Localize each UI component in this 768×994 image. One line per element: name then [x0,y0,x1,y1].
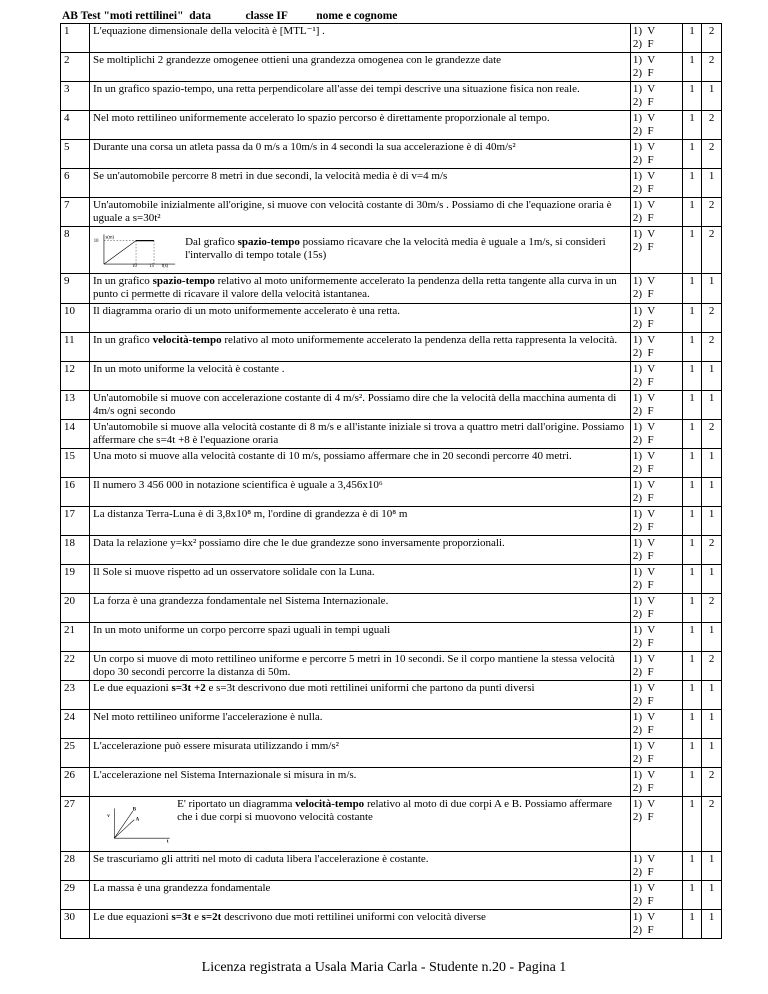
question-row [61,565,722,594]
question-number: 17 [61,507,90,536]
question-number: 24 [61,710,90,739]
answer-option[interactable]: 2) F [632,183,654,195]
answer-option[interactable]: 2) F [632,637,654,649]
question-text: Un'automobile si muove alla velocità costante di 8 m/s e all'istante iniziale si trova a quattro metri dall'origine. Possiamo affermare che s=4t +8 è l'equazione oraria [93,421,625,446]
question-number: 13 [61,391,90,420]
answer-option[interactable]: 1) V [632,112,656,124]
answer-option[interactable]: 1) V [632,170,656,182]
answer-option[interactable]: 2) F [632,811,654,823]
answer-option[interactable]: 2) F [632,212,654,224]
answer-options [630,797,682,852]
score-answer: 2 [702,536,722,565]
question-text-cell [90,24,631,53]
answer-option[interactable]: 1) V [632,305,656,317]
question-number: 11 [61,333,90,362]
question-text: In un grafico spazio-tempo, una retta perpendicolare all'asse dei tempi descrive una situazione fisica non reale. [93,83,580,95]
score-correct: 1 [682,881,702,910]
question-text: Un corpo si muove di moto rettilineo uniforme e percorre 5 metri in 10 secondi. Se il corpo mantiene la stessa velocità dopo 30 secondi percorre la distanza di 50m. [93,653,615,678]
question-row [61,623,722,652]
question-row [61,797,722,852]
answer-option[interactable]: 2) F [632,492,654,504]
answer-option[interactable]: 1) V [632,595,656,607]
answer-options [630,739,682,768]
question-text-cell [90,652,631,681]
question-text-cell [90,227,631,274]
answer-options [630,565,682,594]
question-text-cell [90,710,631,739]
answer-option[interactable]: 2) F [632,924,654,936]
score-answer: 2 [702,652,722,681]
score-correct: 1 [682,852,702,881]
question-number: 12 [61,362,90,391]
answer-option[interactable]: 2) F [632,608,654,620]
score-answer: 2 [702,797,722,852]
score-answer: 1 [702,507,722,536]
question-text-cell [90,82,631,111]
page-footer: Licenza registrata a Usala Maria Carla - Studente n.20 - Pagina 1 [201,960,567,975]
score-correct: 1 [682,140,702,169]
y-axis-label: s(m) [105,235,115,241]
answer-options [630,53,682,82]
answer-option[interactable]: 1) V [632,769,656,781]
score-answer: 1 [702,623,722,652]
score-answer: 1 [702,391,722,420]
score-answer: 2 [702,420,722,449]
question-number: 26 [61,768,90,797]
answer-option[interactable]: 2) F [632,866,654,878]
score-correct: 1 [682,82,702,111]
question-number: 10 [61,304,90,333]
score-answer: 1 [702,681,722,710]
answer-options [630,169,682,198]
answer-option[interactable]: 2) F [632,376,654,388]
question-text: Il numero 3 456 000 in notazione scientifica è uguale a 3,456x10⁶ [93,479,383,491]
answer-option[interactable]: 2) F [632,288,654,300]
question-row [61,594,722,623]
answer-options [630,24,682,53]
question-number: 15 [61,449,90,478]
question-text-cell [90,594,631,623]
answer-option[interactable]: 2) F [632,724,654,736]
score-correct: 1 [682,910,702,939]
score-correct: 1 [682,623,702,652]
score-answer: 1 [702,881,722,910]
answer-option[interactable]: 1) V [632,421,656,433]
answer-option[interactable]: 1) V [632,141,656,153]
answer-option[interactable]: 2) F [632,38,654,50]
answer-option[interactable]: 2) F [632,347,654,359]
velocity-time-graph [93,798,171,850]
score-correct: 1 [682,391,702,420]
score-answer: 1 [702,710,722,739]
question-text-cell [90,198,631,227]
score-answer: 1 [702,852,722,881]
question-text-cell [90,910,631,939]
question-text-cell [90,565,631,594]
score-correct: 1 [682,111,702,140]
question-text: Nel moto rettilineo uniformemente accelerato lo spazio percorso è direttamente proporzionale al tempo. [93,112,550,124]
question-text: Un'automobile inizialmente all'origine, si muove con velocità costante di 30m/s . Possiamo di che l'equazione oraria è uguale a s=30t² [93,199,612,224]
answer-option[interactable]: 1) V [632,83,656,95]
answer-options [630,304,682,333]
question-number: 30 [61,910,90,939]
question-text-cell [90,681,631,710]
score-correct: 1 [682,594,702,623]
question-row [61,391,722,420]
y-tick-label: 10 [93,239,99,245]
question-text-cell [90,333,631,362]
question-text: La distanza Terra-Luna è di 3,8x10⁸ m, l'ordine di grandezza è di 10⁸ m [93,508,408,520]
question-row [61,710,722,739]
question-text-cell [90,478,631,507]
answer-options [630,362,682,391]
score-correct: 1 [682,24,702,53]
questions-table [60,23,722,939]
question-text: Se trascuriamo gli attriti nel moto di caduta libera l'accelerazione è costante. [93,853,429,865]
question-text: Durante una corsa un atleta passa da 0 m/s a 10m/s in 4 secondi la sua accelerazione è di 40m/s² [93,141,516,153]
question-number: 2 [61,53,90,82]
question-row [61,449,722,478]
answer-options [630,594,682,623]
score-answer: 1 [702,169,722,198]
score-answer: 2 [702,140,722,169]
answer-options [630,623,682,652]
question-text: Se un'automobile percorre 8 metri in due secondi, la velocità media è di v=4 m/s [93,170,448,182]
score-correct: 1 [682,169,702,198]
question-row [61,82,722,111]
score-correct: 1 [682,652,702,681]
question-row [61,333,722,362]
answer-option[interactable]: 1) V [632,653,656,665]
question-text: In un grafico spazio-tempo relativo al moto uniformemente accelerato la pendenza della retta tangente alla curva in un punto ci permette di ricavare il valore della velocità istantanea. [93,275,617,300]
x-axis-label: t(s) [161,264,169,270]
question-row [61,140,722,169]
answer-option[interactable]: 1) V [632,228,656,240]
answer-options [630,910,682,939]
question-text-cell [90,536,631,565]
score-correct: 1 [682,227,702,274]
question-text: Il diagramma orario di un moto uniformemente accelerato è una retta. [93,305,400,317]
space-time-graph [93,228,179,272]
score-correct: 1 [682,536,702,565]
question-row [61,53,722,82]
answer-option[interactable]: 2) F [632,434,654,446]
answer-option[interactable]: 1) V [632,508,656,520]
question-text: Un'automobile si muove con accelerazione costante di 4 m/s². Possiamo dire che la velocità della macchina aumenta di 4m/s ogni secondo [93,392,617,417]
question-row [61,198,722,227]
score-answer: 1 [702,362,722,391]
question-text: In un moto uniforme un corpo percorre spazi uguali in tempi uguali [93,624,391,636]
answer-option[interactable]: 2) F [632,67,654,79]
answer-option[interactable]: 1) V [632,740,656,752]
answer-options [630,227,682,274]
answer-option[interactable]: 2) F [632,318,654,330]
question-number: 5 [61,140,90,169]
answer-options [630,140,682,169]
axis-label-t: t [166,839,169,845]
score-correct: 1 [682,768,702,797]
answer-option[interactable]: 1) V [632,450,656,462]
answer-option[interactable]: 1) V [632,54,656,66]
answer-options [630,652,682,681]
question-text: L'accelerazione nel Sistema Internazionale si misura in m/s. [93,769,357,781]
question-text-cell [90,111,631,140]
question-row [61,768,722,797]
question-text: Nel moto rettilineo uniforme l'accelerazione è nulla. [93,711,323,723]
question-number: 3 [61,82,90,111]
answer-options [630,507,682,536]
question-text-cell [90,739,631,768]
question-text-cell [90,507,631,536]
answer-option[interactable]: 2) F [632,96,654,108]
question-row [61,910,722,939]
score-answer: 1 [702,82,722,111]
answer-option[interactable]: 1) V [632,882,656,894]
score-answer: 1 [702,274,722,304]
question-text: Il Sole si muove rispetto ad un osservatore solidale con la Luna. [93,566,375,578]
question-text: L'equazione dimensionale della velocità è [MTL⁻¹] . [93,25,325,37]
answer-option[interactable]: 1) V [632,853,656,865]
answer-option[interactable]: 2) F [632,241,654,253]
question-number: 14 [61,420,90,449]
answer-options [630,710,682,739]
question-number: 1 [61,24,90,53]
answer-options [630,391,682,420]
question-row [61,881,722,910]
question-text-cell [90,140,631,169]
score-answer: 1 [702,910,722,939]
score-correct: 1 [682,53,702,82]
question-row [61,362,722,391]
question-text: Data la relazione y=kx² possiamo dire che le due grandezze sono inversamente proporzionali. [93,537,505,549]
score-correct: 1 [682,739,702,768]
question-number: 27 [61,797,90,852]
test-header: AB Test "moti rettilinei" data classe IF nome e cognome [62,10,398,22]
score-answer: 2 [702,198,722,227]
answer-option[interactable]: 1) V [632,25,656,37]
score-correct: 1 [682,507,702,536]
question-text-cell [90,391,631,420]
question-number: 20 [61,594,90,623]
answer-option[interactable]: 1) V [632,479,656,491]
question-text: Una moto si muove alla velocità costante di 10 m/s, possiamo affermare che in 20 secondi percorre 40 metri. [93,450,572,462]
question-row [61,420,722,449]
label-b: B [132,807,137,813]
score-correct: 1 [682,198,702,227]
score-answer: 1 [702,739,722,768]
score-answer: 1 [702,478,722,507]
question-number: 6 [61,169,90,198]
score-correct: 1 [682,681,702,710]
score-answer: 2 [702,333,722,362]
question-row [61,739,722,768]
question-text-cell [90,274,631,304]
answer-option[interactable]: 1) V [632,911,656,923]
score-answer: 2 [702,24,722,53]
answer-option[interactable]: 1) V [632,392,656,404]
answer-option[interactable]: 2) F [632,154,654,166]
question-row [61,681,722,710]
question-number: 19 [61,565,90,594]
question-text: La massa è una grandezza fondamentale [93,882,271,894]
question-row [61,169,722,198]
score-answer: 2 [702,111,722,140]
answer-option[interactable]: 1) V [632,682,656,694]
question-row [61,652,722,681]
question-row [61,852,722,881]
score-answer: 1 [702,449,722,478]
answer-options [630,449,682,478]
answer-option[interactable]: 2) F [632,782,654,794]
answer-option[interactable]: 1) V [632,566,656,578]
answer-options [630,881,682,910]
answer-option[interactable]: 1) V [632,537,656,549]
question-row [61,304,722,333]
question-text: Le due equazioni s=3t e s=2t descrivono due moti rettilinei uniformi con velocità diverse [93,911,486,923]
answer-option[interactable]: 1) V [632,798,656,810]
answer-options [630,852,682,881]
answer-options [630,536,682,565]
question-text-cell [90,852,631,881]
question-row [61,507,722,536]
score-answer: 2 [702,53,722,82]
answer-options [630,768,682,797]
answer-option[interactable]: 1) V [632,711,656,723]
question-number: 9 [61,274,90,304]
score-correct: 1 [682,333,702,362]
answer-option[interactable]: 2) F [632,521,654,533]
question-text: L'accelerazione può essere misurata utilizzando i mm/s² [93,740,339,752]
question-number: 29 [61,881,90,910]
score-correct: 1 [682,710,702,739]
question-text: In un grafico velocità-tempo relativo al moto uniformemente accelerato la pendenza della retta rappresenta la velocità. [93,334,618,346]
question-row [61,111,722,140]
answer-option[interactable]: 1) V [632,624,656,636]
x-tick-label: 15 [149,264,155,270]
answer-option[interactable]: 1) V [632,363,656,375]
score-correct: 1 [682,478,702,507]
question-number: 18 [61,536,90,565]
score-correct: 1 [682,449,702,478]
question-row [61,536,722,565]
question-text: E' riportato un diagramma velocità-tempo relativo al moto di due corpi A e B. Possiamo affermare che i due corpi si muovono velocità costante [177,798,613,823]
question-text-cell [90,881,631,910]
answer-option[interactable]: 2) F [632,125,654,137]
question-row [61,274,722,304]
question-number: 7 [61,198,90,227]
question-number: 16 [61,478,90,507]
question-text-cell [90,797,631,852]
question-text-cell [90,768,631,797]
answer-options [630,333,682,362]
score-correct: 1 [682,420,702,449]
answer-option[interactable]: 2) F [632,550,654,562]
label-a: A [135,817,140,823]
question-number: 23 [61,681,90,710]
x-tick-label: 10 [132,264,137,270]
question-text: Dal grafico spazio-tempo possiamo ricavare che la velocità media è uguale a 1m/s, si consideri l'intervallo di tempo totale (15s) [185,236,606,261]
question-row [61,478,722,507]
question-number: 25 [61,739,90,768]
question-text-cell [90,169,631,198]
answer-options [630,274,682,304]
score-correct: 1 [682,565,702,594]
score-answer: 2 [702,304,722,333]
question-text-cell [90,420,631,449]
question-text-cell [90,362,631,391]
answer-options [630,681,682,710]
answer-option[interactable]: 1) V [632,199,656,211]
answer-option[interactable]: 2) F [632,695,654,707]
answer-option[interactable]: 2) F [632,895,654,907]
answer-options [630,198,682,227]
question-number: 22 [61,652,90,681]
question-text: Se moltiplichi 2 grandezze omogenee ottieni una grandezza omogenea con le grandezze date [93,54,502,66]
question-text: Le due equazioni s=3t +2 e s=3t descrivono due moti rettilinei uniformi che partono da punti diversi [93,682,535,694]
question-text: In un moto uniforme la velocità è costante . [93,363,285,375]
score-correct: 1 [682,797,702,852]
question-number: 28 [61,852,90,881]
question-text-cell [90,623,631,652]
score-correct: 1 [682,362,702,391]
answer-option[interactable]: 2) F [632,463,654,475]
question-row [61,227,722,274]
answer-option[interactable]: 1) V [632,275,656,287]
answer-options [630,82,682,111]
answer-option[interactable]: 2) F [632,753,654,765]
score-answer: 1 [702,565,722,594]
answer-option[interactable]: 2) F [632,666,654,678]
question-text: La forza è una grandezza fondamentale nel Sistema Internazionale. [93,595,389,607]
score-correct: 1 [682,304,702,333]
answer-options [630,478,682,507]
question-text-cell [90,304,631,333]
axis-label-v: v [107,813,110,819]
question-row [61,24,722,53]
question-text-cell [90,53,631,82]
answer-option[interactable]: 2) F [632,579,654,591]
score-correct: 1 [682,274,702,304]
answer-option[interactable]: 2) F [632,405,654,417]
answer-option[interactable]: 1) V [632,334,656,346]
question-number: 4 [61,111,90,140]
question-number: 8 [61,227,90,274]
score-answer: 2 [702,594,722,623]
question-text-cell [90,449,631,478]
score-answer: 2 [702,227,722,274]
score-answer: 2 [702,768,722,797]
answer-options [630,420,682,449]
answer-options [630,111,682,140]
question-number: 21 [61,623,90,652]
